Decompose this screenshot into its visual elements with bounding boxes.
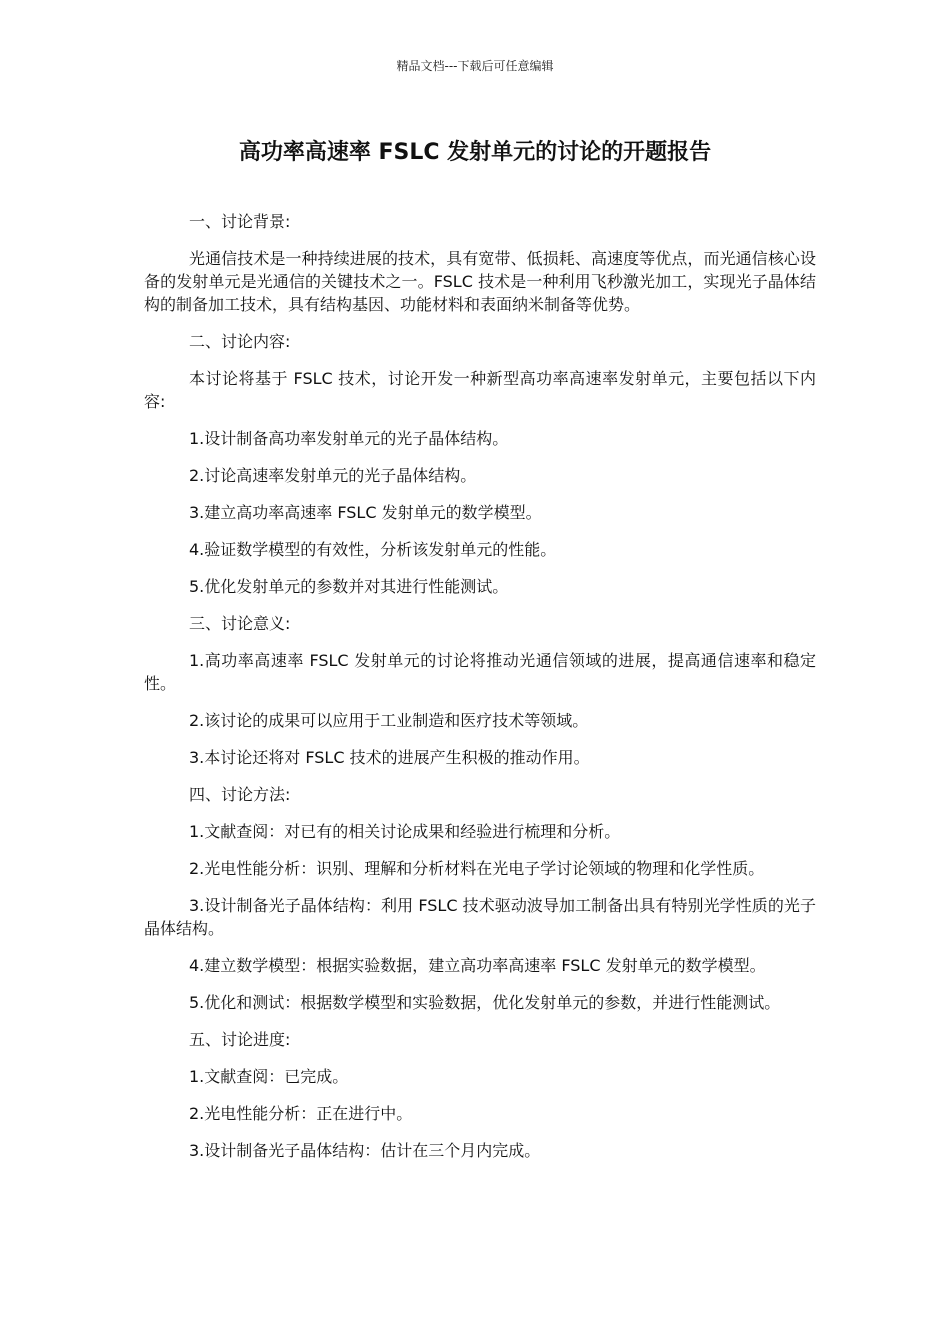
document-title: 高功率高速率 FSLC 发射单元的讨论的开题报告 [238,140,712,165]
section-heading-background: 一、讨论背景: [189,212,291,231]
list-item-methods-3: 3.设计制备光子晶体结构：利用 FSLC 技术驱动波导加工制备出具有特别光学性质的光子晶体结构。 [144,896,816,938]
list-item-content-3: 3.建立高功率高速率 FSLC 发射单元的数学模型。 [189,503,542,522]
list-item-methods-5: 5.优化和测试：根据数学模型和实验数据，优化发射单元的参数，并进行性能测试。 [189,993,781,1012]
list-item-content-1: 1.设计制备高功率发射单元的光子晶体结构。 [189,429,509,448]
paragraph-background: 光通信技术是一种持续进展的技术，具有宽带、低损耗、高速度等优点，而光通信核心设备的发射单元是光通信的关键技术之一。FSLC 技术是一种利用飞秒激光加工，实现光子晶体结构的制备加工技术，具有结构基因、功能材料和表面纳米制备等优势。 [144,249,816,314]
list-item-content-5: 5.优化发射单元的参数并对其进行性能测试。 [189,577,509,596]
paragraph-content-intro: 本讨论将基于 FSLC 技术，讨论开发一种新型高功率高速率发射单元，主要包括以下内容: [144,369,816,411]
list-item-content-2: 2.讨论高速率发射单元的光子晶体结构。 [189,466,477,485]
section-heading-content: 二、讨论内容: [189,332,291,351]
list-item-progress-1: 1.文献查阅：已完成。 [189,1067,349,1086]
list-item-progress-2: 2.光电性能分析：正在进行中。 [189,1104,413,1123]
list-item-significance-1: 1.高功率高速率 FSLC 发射单元的讨论将推动光通信领域的进展，提高通信速率和稳定性。 [144,651,816,693]
section-heading-significance: 三、讨论意义: [189,614,291,633]
section-heading-progress: 五、讨论进度: [189,1030,291,1049]
list-item-significance-2: 2.该讨论的成果可以应用于工业制造和医疗技术等领域。 [189,711,589,730]
list-item-significance-3: 3.本讨论还将对 FSLC 技术的进展产生积极的推动作用。 [189,748,590,767]
section-heading-methods: 四、讨论方法: [189,785,291,804]
page-header: 精品文档---下载后可任意编辑 [396,59,554,73]
list-item-progress-3: 3.设计制备光子晶体结构：估计在三个月内完成。 [189,1141,541,1160]
list-item-methods-4: 4.建立数学模型：根据实验数据，建立高功率高速率 FSLC 发射单元的数学模型。 [189,956,766,975]
list-item-methods-1: 1.文献查阅：对已有的相关讨论成果和经验进行梳理和分析。 [189,822,621,841]
list-item-methods-2: 2.光电性能分析：识别、理解和分析材料在光电子学讨论领域的物理和化学性质。 [189,859,765,878]
document-body [144,210,816,1176]
list-item-content-4: 4.验证数学模型的有效性，分析该发射单元的性能。 [189,540,557,559]
